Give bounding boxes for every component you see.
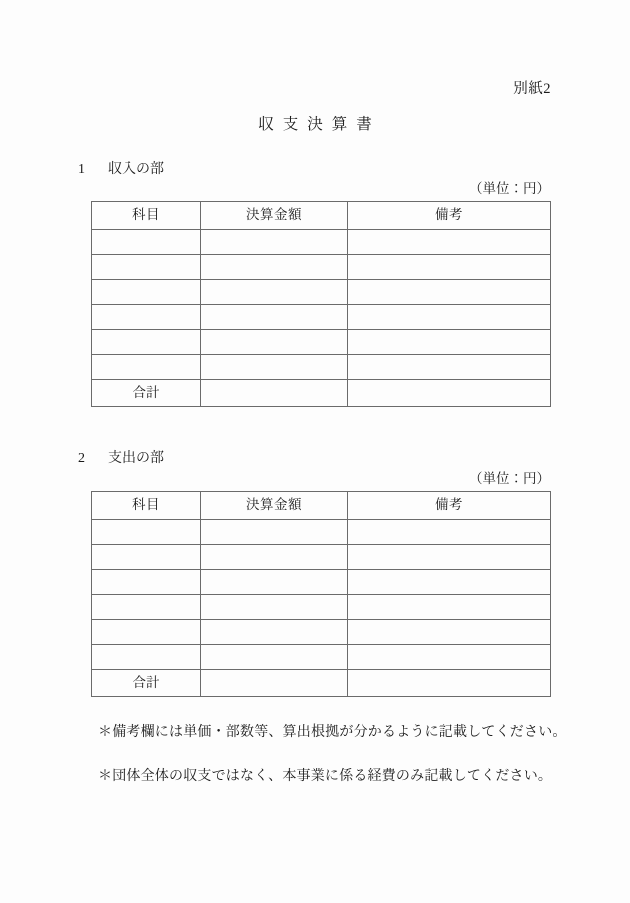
cell-item[interactable]: [92, 230, 201, 255]
cell-amount[interactable]: [201, 545, 348, 570]
section-label-expenditure: 支出の部: [108, 451, 164, 466]
cell-item[interactable]: [92, 330, 201, 355]
cell-amount[interactable]: [201, 255, 348, 280]
cell-amount[interactable]: [201, 280, 348, 305]
column-header-amount: 決算金額: [201, 492, 348, 520]
table-row[interactable]: [92, 255, 551, 280]
column-header-item: 科目: [92, 492, 201, 520]
cell-remarks[interactable]: [348, 280, 551, 305]
cell-item[interactable]: [92, 620, 201, 645]
cell-remarks[interactable]: [348, 305, 551, 330]
table-row[interactable]: [92, 645, 551, 670]
table-row[interactable]: [92, 280, 551, 305]
section-number-income: 1: [78, 162, 85, 177]
cell-amount[interactable]: [201, 620, 348, 645]
total-remarks[interactable]: [348, 670, 551, 697]
table-row[interactable]: [92, 620, 551, 645]
cell-item[interactable]: [92, 545, 201, 570]
footnote-scope-guidance: ＊団体全体の収支ではなく、本事業に係る経費のみ記載してください。: [98, 769, 553, 784]
attachment-marker: 別紙2: [513, 81, 551, 97]
column-header-item: 科目: [92, 202, 201, 230]
cell-amount[interactable]: [201, 330, 348, 355]
unit-note-income: （単位：円）: [469, 181, 550, 196]
cell-remarks[interactable]: [348, 255, 551, 280]
cell-remarks[interactable]: [348, 595, 551, 620]
cell-amount[interactable]: [201, 520, 348, 545]
cell-item[interactable]: [92, 570, 201, 595]
cell-item[interactable]: [92, 280, 201, 305]
cell-remarks[interactable]: [348, 645, 551, 670]
cell-remarks[interactable]: [348, 230, 551, 255]
column-header-amount: 決算金額: [201, 202, 348, 230]
footnote-remarks-guidance: ＊備考欄には単価・部数等、算出根拠が分かるように記載してください。: [98, 725, 567, 740]
column-header-remarks: 備考: [348, 202, 551, 230]
total-label: 合計: [92, 670, 201, 697]
cell-amount[interactable]: [201, 570, 348, 595]
total-amount[interactable]: [201, 670, 348, 697]
cell-item[interactable]: [92, 645, 201, 670]
cell-item[interactable]: [92, 355, 201, 380]
table-row[interactable]: [92, 355, 551, 380]
cell-amount[interactable]: [201, 645, 348, 670]
table-total-row[interactable]: [92, 670, 551, 697]
cell-amount[interactable]: [201, 230, 348, 255]
cell-amount[interactable]: [201, 595, 348, 620]
cell-remarks[interactable]: [348, 620, 551, 645]
cell-item[interactable]: [92, 520, 201, 545]
income-table: [91, 201, 551, 407]
expenditure-table: [91, 491, 551, 697]
table-header-row: [92, 492, 551, 520]
table-row[interactable]: [92, 595, 551, 620]
table-row[interactable]: [92, 230, 551, 255]
section-number-expenditure: 2: [78, 451, 85, 466]
section-heading-expenditure: [78, 452, 164, 466]
total-label: 合計: [92, 380, 201, 407]
unit-note-expenditure: （単位：円）: [469, 471, 550, 486]
cell-item[interactable]: [92, 305, 201, 330]
table-row[interactable]: [92, 330, 551, 355]
cell-amount[interactable]: [201, 355, 348, 380]
cell-item[interactable]: [92, 255, 201, 280]
cell-amount[interactable]: [201, 305, 348, 330]
table-row[interactable]: [92, 305, 551, 330]
total-amount[interactable]: [201, 380, 348, 407]
section-label-income: 収入の部: [108, 162, 164, 177]
total-remarks[interactable]: [348, 380, 551, 407]
cell-remarks[interactable]: [348, 355, 551, 380]
table-header-row: [92, 202, 551, 230]
table-total-row[interactable]: [92, 380, 551, 407]
cell-item[interactable]: [92, 595, 201, 620]
cell-remarks[interactable]: [348, 570, 551, 595]
table-row[interactable]: [92, 520, 551, 545]
page-title: 収支決算書: [258, 116, 381, 133]
section-heading-income: [78, 163, 164, 177]
table-row[interactable]: [92, 570, 551, 595]
cell-remarks[interactable]: [348, 520, 551, 545]
table-row[interactable]: [92, 545, 551, 570]
column-header-remarks: 備考: [348, 492, 551, 520]
cell-remarks[interactable]: [348, 330, 551, 355]
cell-remarks[interactable]: [348, 545, 551, 570]
